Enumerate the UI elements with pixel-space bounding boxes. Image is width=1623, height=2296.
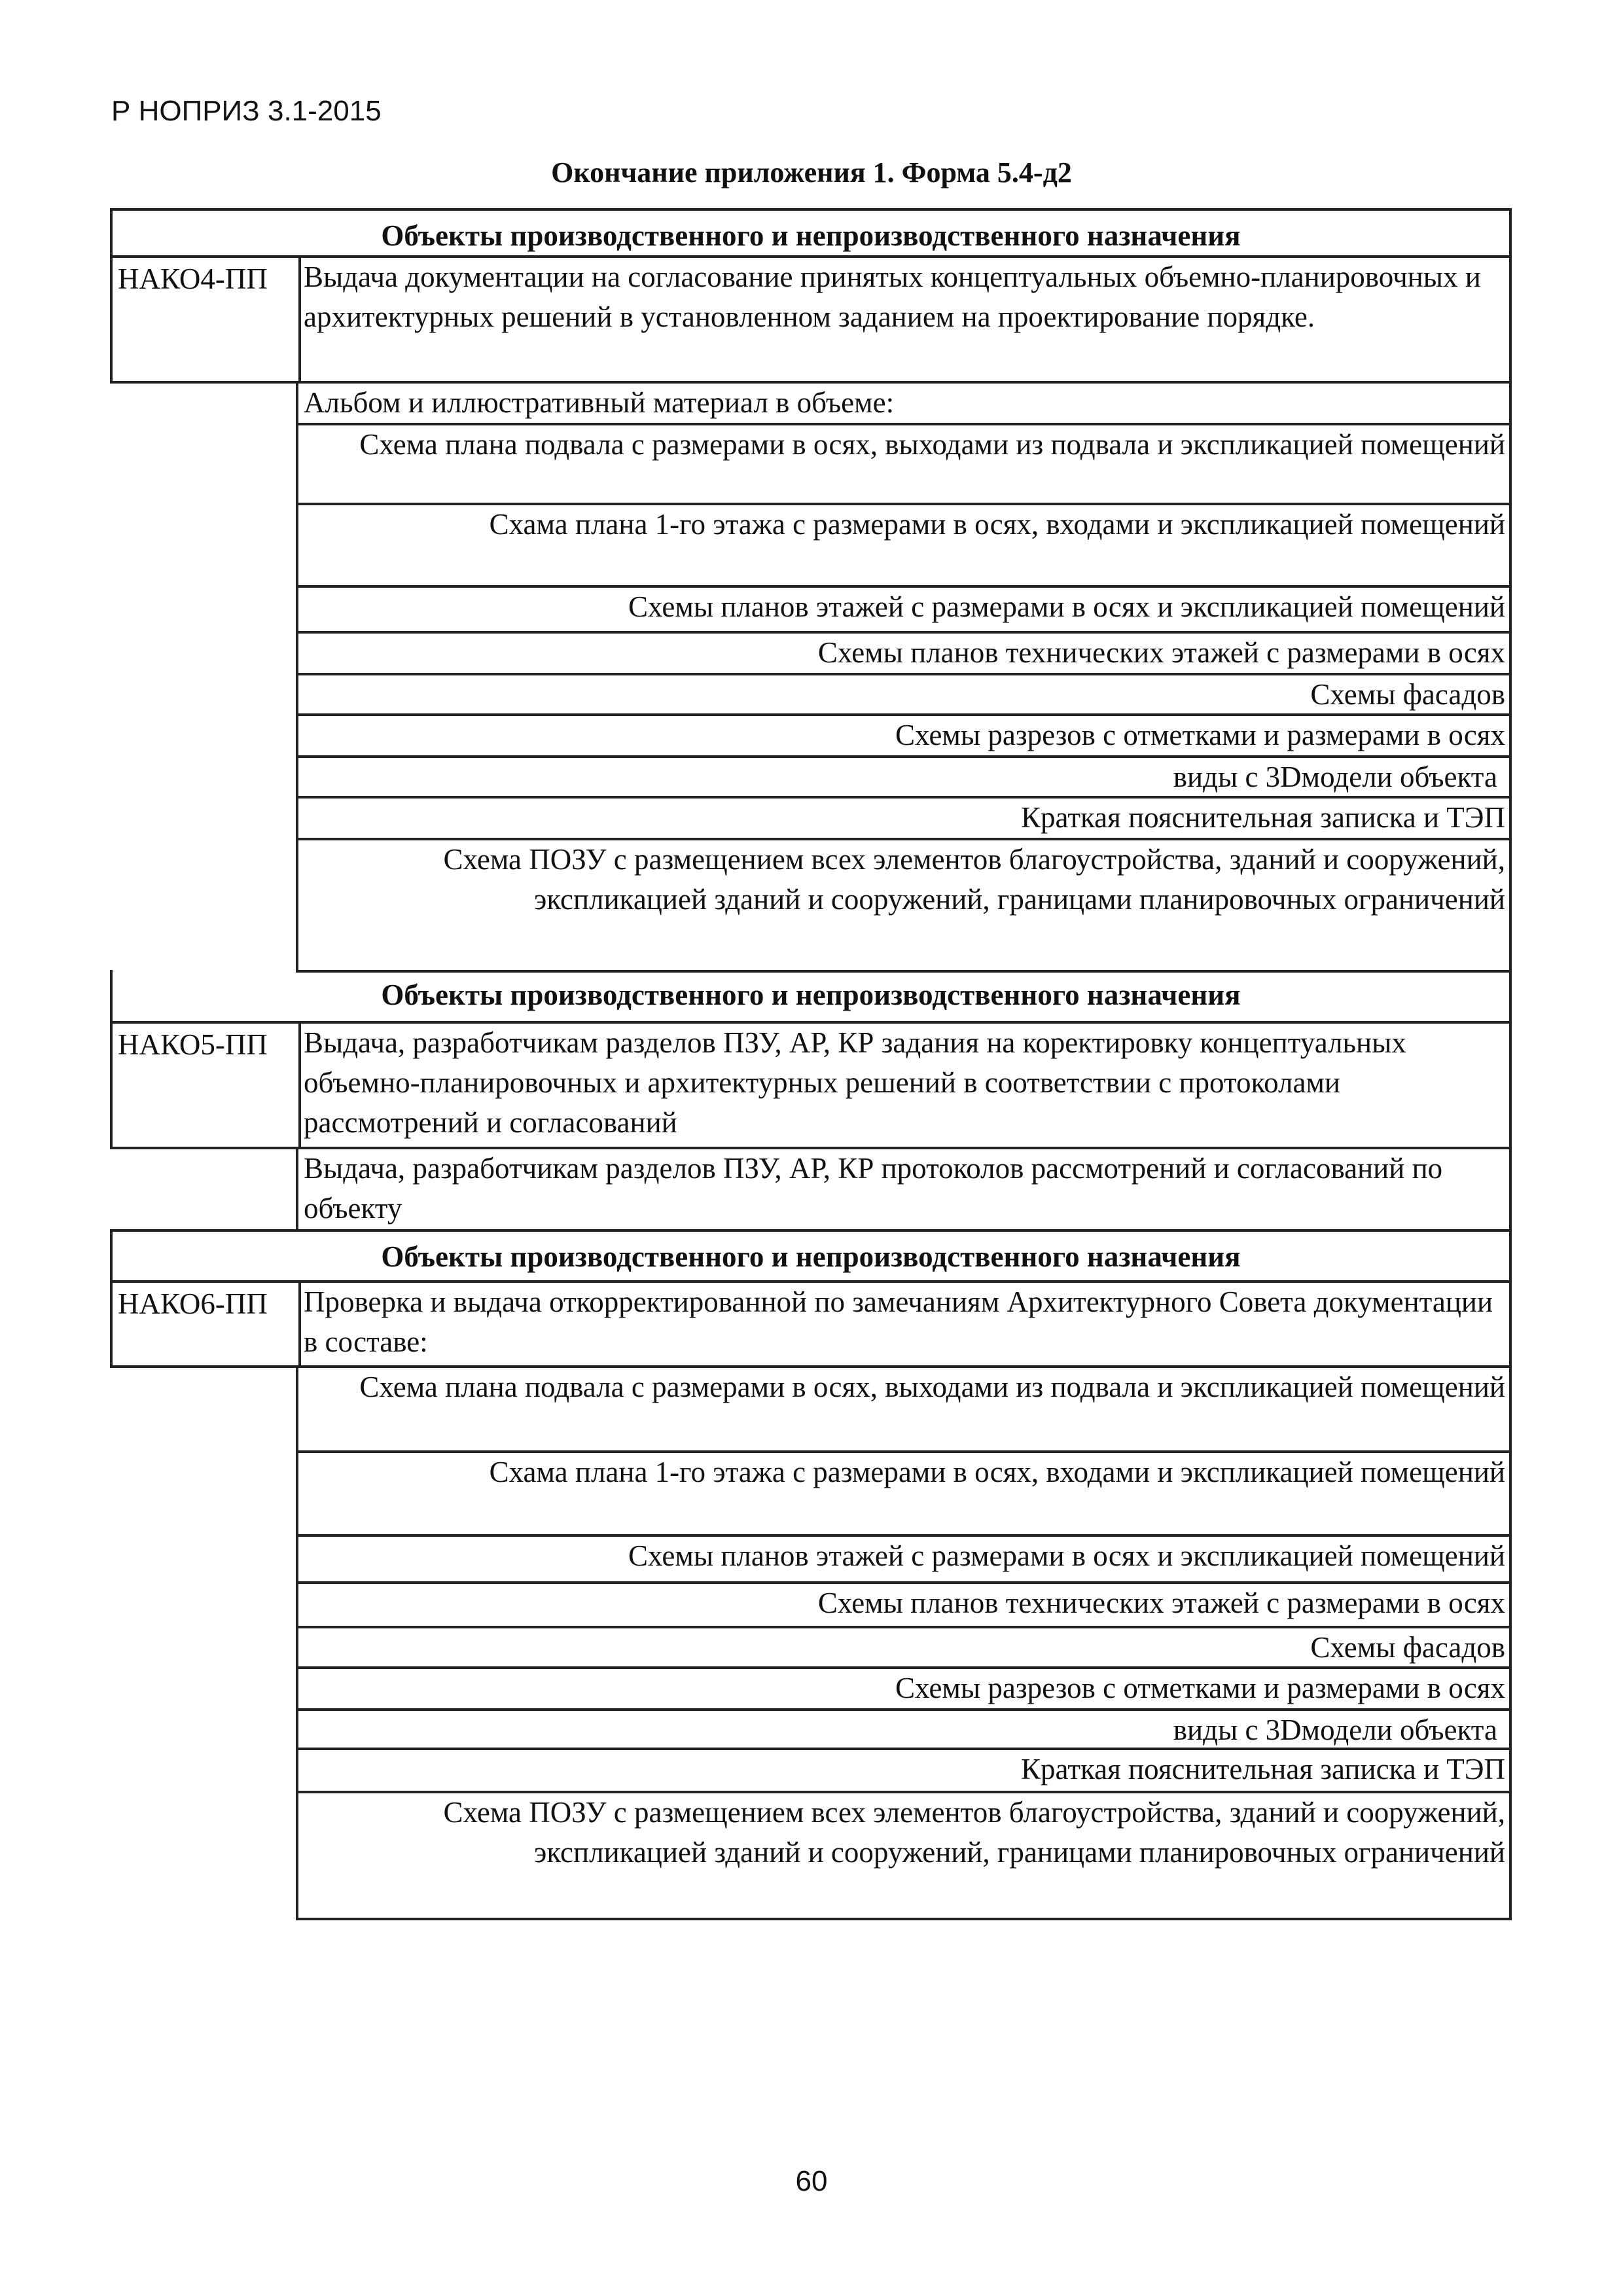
list-item: Схама плана 1-го этажа с размерами в осях, входами и экспликацией помещений [296, 503, 1512, 588]
list-item: виды с 3Dмодели объекта [296, 1708, 1512, 1750]
list-item: Схемы разрезов с отметками и размерами в осях [296, 713, 1512, 758]
list-item: Схемы фасадов [296, 673, 1512, 716]
section-heading: Объекты производственного и непроизводственного назначения [110, 1229, 1512, 1283]
section-code: НАКО5-ПП [110, 1021, 301, 1149]
section-code: НАКО6-ПП [110, 1280, 301, 1368]
list-item: Схема плана подвала с размерами в осях, выходами из подвала и экспликацией помещений [296, 423, 1512, 505]
list-item: Схема ПОЗУ с размещением всех элементов благоустройства, зданий и сооружений, экспликацией зданий и сооружений, границами планировочных ограничений [296, 838, 1512, 973]
album-intro: Альбом и иллюстративный материал в объеме: [296, 381, 1512, 425]
section-heading: Объекты производственного и непроизводственного назначения [110, 970, 1512, 1024]
section-description: Выдача документации на согласование принятых концептуальных объемно-планировочных и архитектурных решений в установленном заданием на проектирование порядке. [298, 255, 1512, 384]
list-item: Краткая пояснительная записка и ТЭП [296, 1748, 1512, 1793]
list-item: Схемы планов этажей с размерами в осях и экспликацией помещений [296, 585, 1512, 634]
list-item: виды с 3Dмодели объекта [296, 755, 1512, 798]
list-item: Схемы планов технических этажей с размерами в осях [296, 631, 1512, 675]
section-code: НАКО4-ПП [110, 255, 301, 384]
section-description-secondary: Выдача, разработчикам разделов ПЗУ, АР, КР протоколов рассмотрений и согласований по объекту [296, 1147, 1512, 1232]
list-item: Краткая пояснительная записка и ТЭП [296, 796, 1512, 840]
section-description: Проверка и выдача откорректированной по замечаниям Архитектурного Совета документации в составе: [298, 1280, 1512, 1368]
section-description: Выдача, разработчикам разделов ПЗУ, АР, КР задания на коректировку концептуальных объемно-планировочных и архитектурных решений в соответствии с протоколами рассмотрений и согласований [298, 1021, 1512, 1149]
document-code: Р НОПРИЗ 3.1-2015 [111, 95, 382, 127]
list-item: Схемы планов этажей с размерами в осях и экспликацией помещений [296, 1534, 1512, 1584]
list-item: Схама плана 1-го этажа с размерами в осях, входами и экспликацией помещений [296, 1450, 1512, 1537]
page-number: 60 [795, 2165, 828, 2197]
list-item: Схемы планов технических этажей с размерами в осях [296, 1581, 1512, 1628]
list-item: Схемы фасадов [296, 1626, 1512, 1669]
section-heading: Объекты производственного и непроизводственного назначения [110, 208, 1512, 258]
list-item: Схемы разрезов с отметками и размерами в осях [296, 1666, 1512, 1711]
page-title: Окончание приложения 1. Форма 5.4-д2 [551, 156, 1072, 188]
list-item: Схема плана подвала с размерами в осях, выходами из подвала и экспликацией помещений [296, 1365, 1512, 1453]
list-item: Схема ПОЗУ с размещением всех элементов благоустройства, зданий и сооружений, экспликацией зданий и сооружений, границами планировочных ограничений [296, 1791, 1512, 1920]
